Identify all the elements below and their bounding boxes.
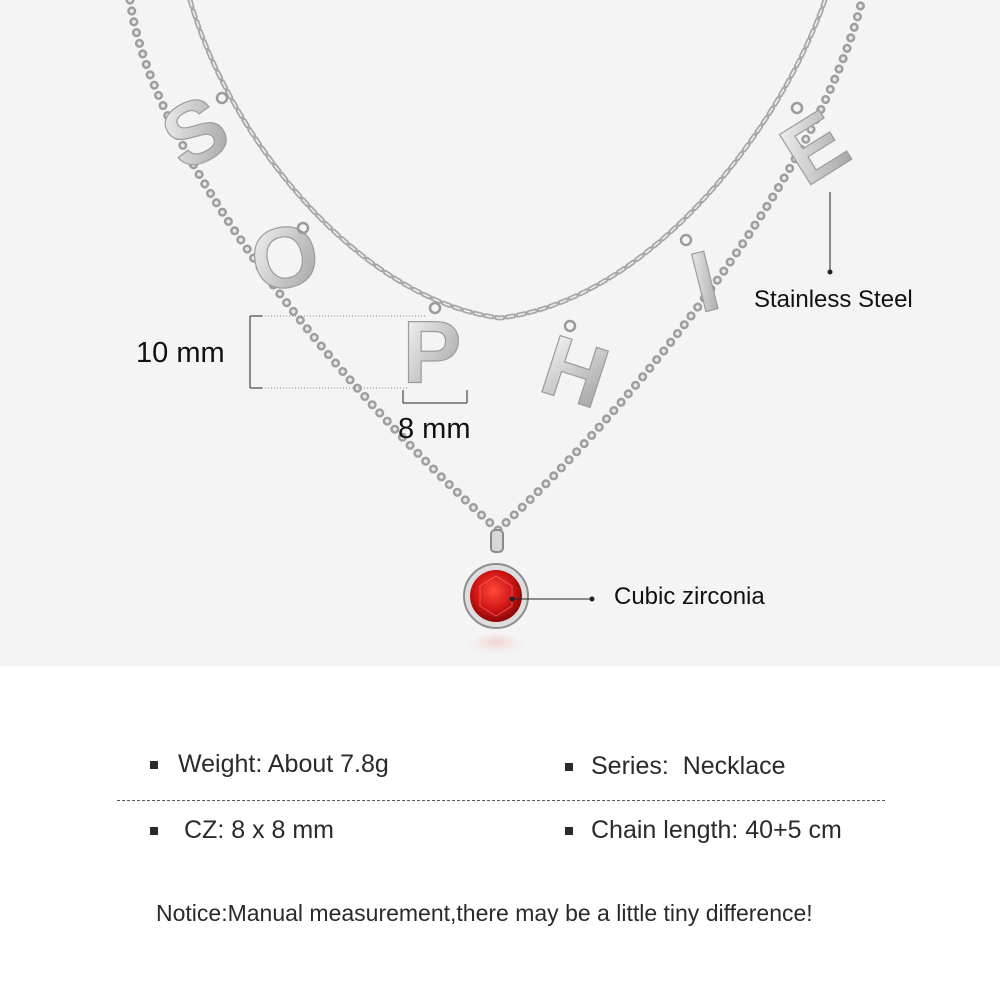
svg-text:S: S	[145, 74, 245, 190]
spec-weight-text: Weight: About 7.8g	[178, 750, 389, 778]
bullet-icon	[565, 763, 573, 771]
spec-cz-size	[150, 816, 334, 845]
svg-text:I: I	[681, 232, 729, 332]
stone-callout: Cubic zirconia	[614, 583, 765, 610]
svg-text:E: E	[765, 92, 865, 204]
spec-cz-text: CZ: 8 x 8 mm	[184, 816, 335, 844]
bullet-icon	[565, 827, 573, 835]
svg-text:O: O	[242, 204, 328, 312]
cubic-zirconia-pendant	[464, 530, 528, 662]
height-dimension-line	[250, 316, 425, 388]
measurement-notice: Notice:Manual measurement,there may be a little tiny difference!	[156, 900, 813, 926]
width-dimension-label: 8 mm	[398, 413, 471, 445]
spec-chain-length	[565, 816, 842, 845]
specifications-panel	[0, 666, 1000, 1000]
svg-text:P: P	[402, 302, 462, 402]
bullet-icon	[150, 761, 158, 769]
spec-weight	[150, 750, 389, 779]
letter-o-pendant	[242, 204, 327, 312]
spec-chain-text: Chain length: 40+5 cm	[591, 816, 842, 844]
bead-chain	[130, 0, 862, 530]
svg-text:H: H	[530, 316, 620, 428]
spec-series-text: Series: Necklace	[591, 752, 786, 780]
stainless-steel-leader	[828, 192, 833, 275]
divider	[117, 800, 885, 801]
height-dimension-label: 10 mm	[136, 337, 225, 369]
spec-series	[565, 752, 786, 781]
material-callout: Stainless Steel	[754, 286, 913, 313]
letter-p-pendant	[403, 303, 462, 402]
bullet-icon	[150, 827, 158, 835]
letter-h-pendant	[531, 317, 620, 427]
